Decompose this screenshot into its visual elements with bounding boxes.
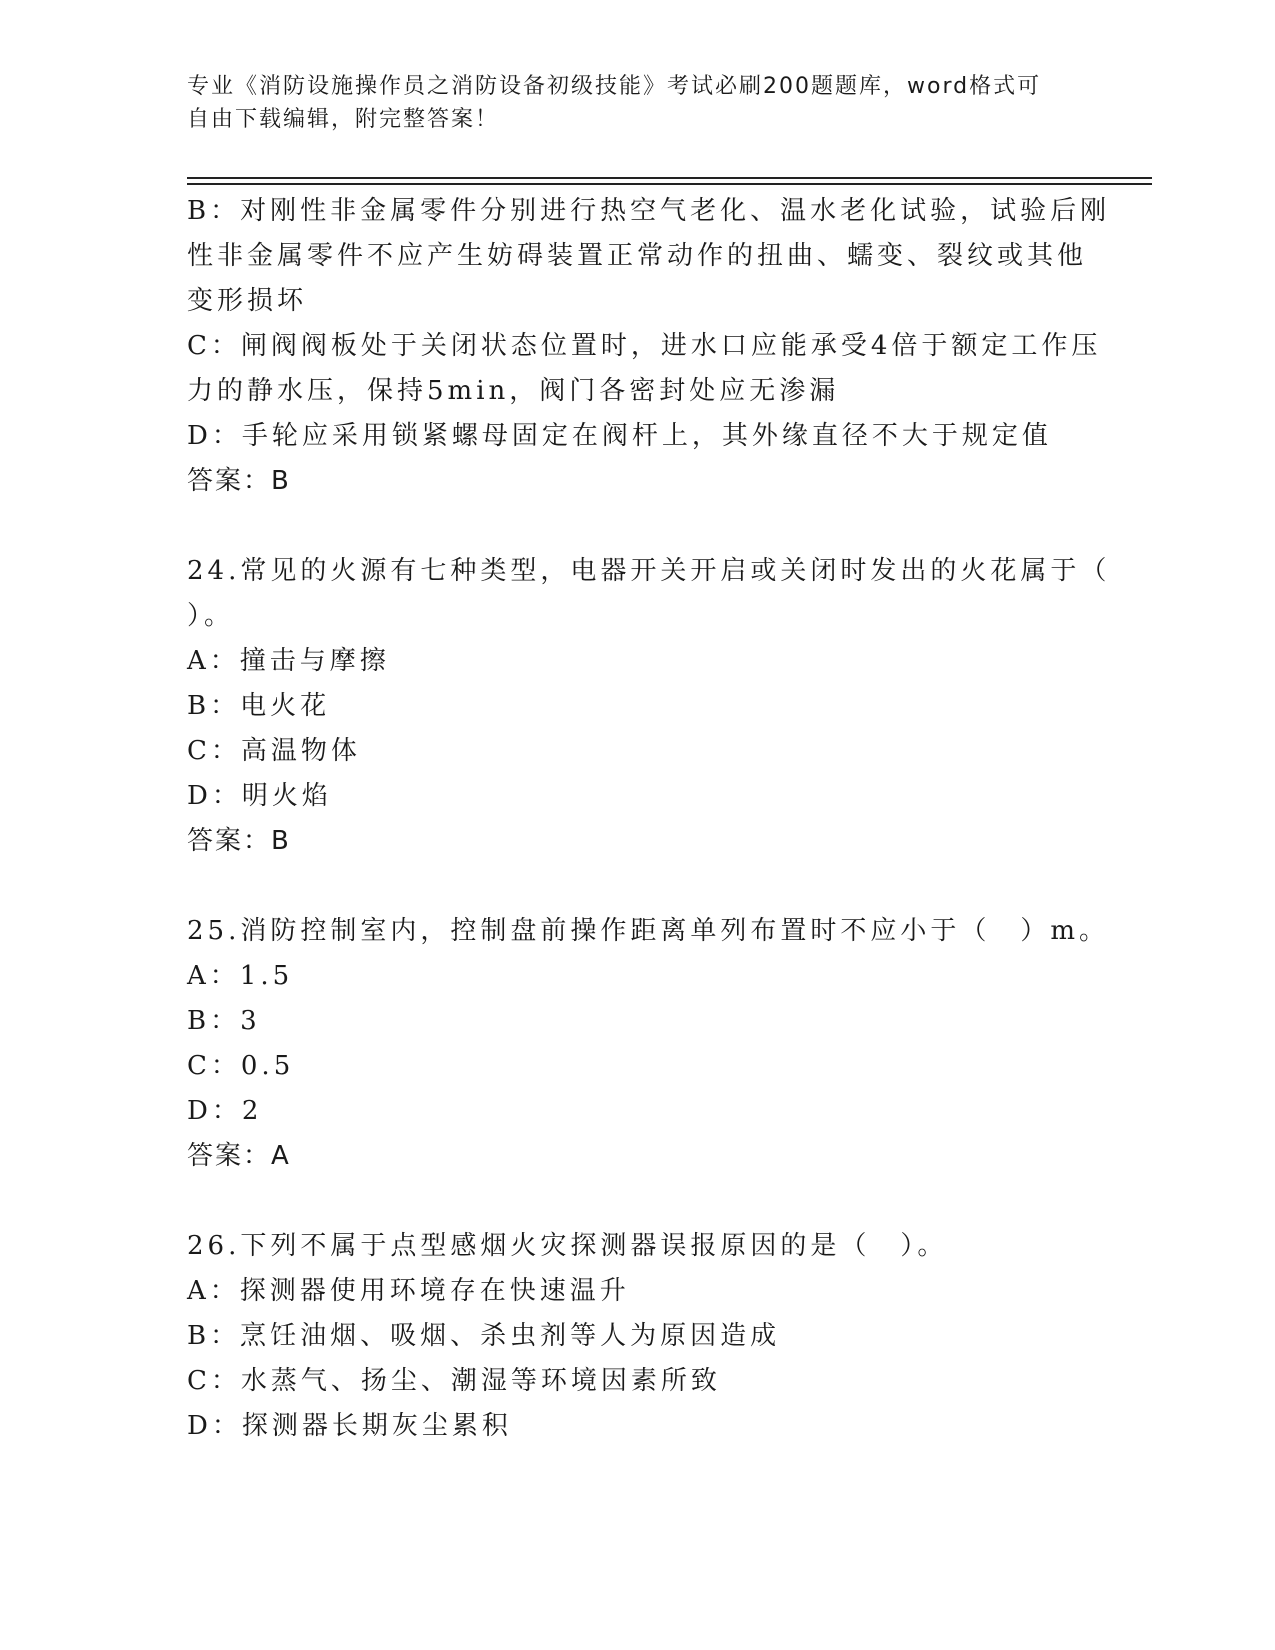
option-b-line-1: B：对刚性非金属零件分别进行热空气老化、温水老化试验，试验后刚 (187, 196, 1111, 226)
option-a: A：1.5 (187, 961, 294, 991)
document-header (187, 70, 1067, 136)
option-b: B：烹饪油烟、吸烟、杀虫剂等人为原因造成 (187, 1321, 781, 1351)
option-d: D：2 (187, 1096, 263, 1126)
header-line-1: 专业《消防设施操作员之消防设备初级技能》考试必刷200题题库，word格式可 (187, 74, 1042, 99)
option-d: D：手轮应采用锁紧螺母固定在阀杆上，其外缘直径不大于规定值 (187, 421, 1052, 451)
option-d: D：探测器长期灰尘累积 (187, 1411, 512, 1441)
option-b-line-2: 性非金属零件不应产生妨碍装置正常动作的扭曲、蠕变、裂纹或其他 (187, 241, 1088, 271)
question-26 (187, 1224, 1087, 1449)
question-content (187, 189, 1111, 1449)
question-25 (187, 909, 1110, 1179)
question-23-tail (187, 189, 1111, 504)
question-24 (187, 549, 1111, 864)
question-text-line-2: ）。 (187, 601, 235, 631)
answer: 答案：B (187, 466, 291, 496)
spacer (187, 504, 1087, 549)
header-divider-top (187, 177, 1152, 179)
option-c: C：0.5 (187, 1051, 295, 1081)
header-line-2: 自由下载编辑，附完整答案！ (187, 107, 500, 132)
option-c-line-2: 力的静水压，保持5min，阀门各密封处应无渗漏 (187, 376, 840, 406)
option-a: A：撞击与摩擦 (187, 646, 390, 676)
option-d: D：明火焰 (187, 781, 332, 811)
answer: 答案：B (187, 826, 291, 856)
answer: 答案：A (187, 1141, 291, 1171)
question-text-line-1: 24.常见的火源有七种类型，电器开关开启或关闭时发出的火花属于（ (187, 556, 1111, 586)
option-a: A：探测器使用环境存在快速温升 (187, 1276, 630, 1306)
question-text: 25.消防控制室内，控制盘前操作距离单列布置时不应小于（ ）m。 (187, 916, 1110, 946)
question-text: 26.下列不属于点型感烟火灾探测器误报原因的是（ ）。 (187, 1231, 948, 1261)
spacer (187, 1179, 1087, 1224)
option-b-line-3: 变形损坏 (187, 286, 308, 316)
option-c: C：水蒸气、扬尘、潮湿等环境因素所致 (187, 1366, 721, 1396)
header-divider-bottom (187, 183, 1152, 185)
option-b: B：电火花 (187, 691, 331, 721)
spacer (187, 864, 1087, 909)
option-c: C：高温物体 (187, 736, 361, 766)
option-b: B：3 (187, 1006, 261, 1036)
option-c-line-1: C：闸阀阀板处于关闭状态位置时，进水口应能承受4倍于额定工作压 (187, 331, 1102, 361)
